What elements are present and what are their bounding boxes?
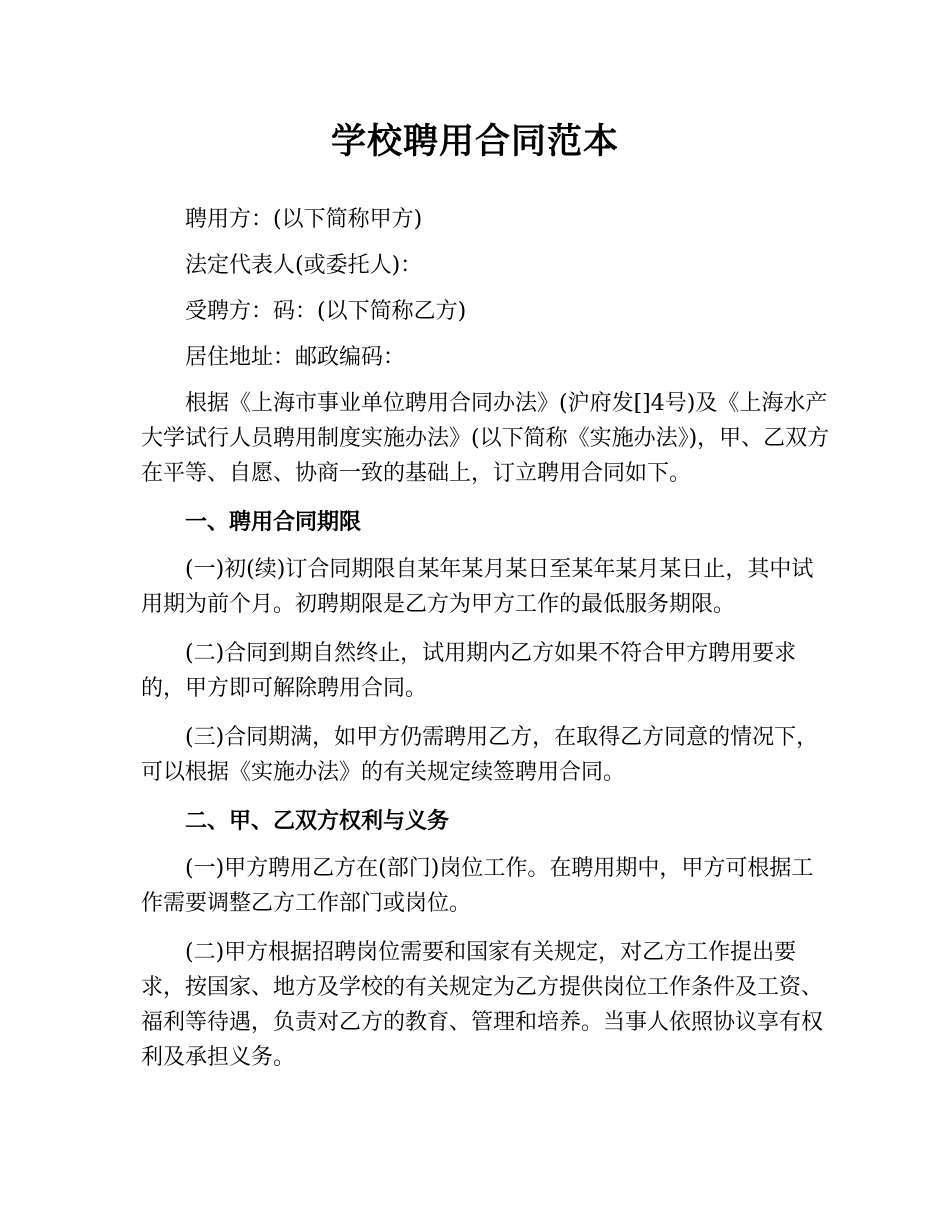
section-2-paragraph-2: (二)甲方根据招聘岗位需要和国家有关规定，对乙方工作提出要求，按国家、地方及学校的有关规定为乙方提供岗位工作条件及工资、福利等待遇，负责对乙方的教育、管理和培养。当事人依照协议享有权利及承担义务。 — [141, 940, 824, 1070]
address-line: 居住地址：邮政编码： — [185, 345, 406, 370]
legal-representative-line: 法定代表人(或委托人)： — [185, 253, 423, 278]
document-body — [141, 202, 831, 1089]
section-1-paragraph-3: (三)合同期满，如甲方仍需聘用乙方，在取得乙方同意的情况下，可以根据《实施办法》的有关规定续签聘用合同。 — [141, 725, 819, 785]
party-a-line: 聘用方：(以下简称甲方) — [185, 207, 423, 232]
party-b-line: 受聘方：码：(以下简称乙方) — [185, 299, 467, 324]
section-2-paragraph-1: (一)甲方聘用乙方在(部门)岗位工作。在聘用期中，甲方可根据工作需要调整乙方工作部门或岗位。 — [141, 856, 814, 916]
section-1-paragraph-2: (二)合同到期自然终止，试用期内乙方如果不符合甲方聘用要求的，甲方即可解除聘用合同。 — [141, 641, 797, 701]
section-heading-rights: 二、甲、乙双方权利与义务 — [185, 809, 450, 834]
section-heading-term: 一、聘用合同期限 — [185, 510, 362, 535]
intro-paragraph: 根据《上海市事业单位聘用合同办法》(沪府发[]4号)及《上海水产大学试行人员聘用制度实施办法》(以下简称《实施办法》)，甲、乙双方在平等、自愿、协商一致的基础上，订立聘用合同如下。 — [141, 391, 830, 486]
section-1-paragraph-1: (一)初(续)订合同期限自某年某月某日至某年某月某日止，其中试用期为前个月。初聘期限是乙方为甲方工作的最低服务期限。 — [141, 557, 814, 617]
document-title: 学校聘用合同范本 — [330, 122, 619, 162]
